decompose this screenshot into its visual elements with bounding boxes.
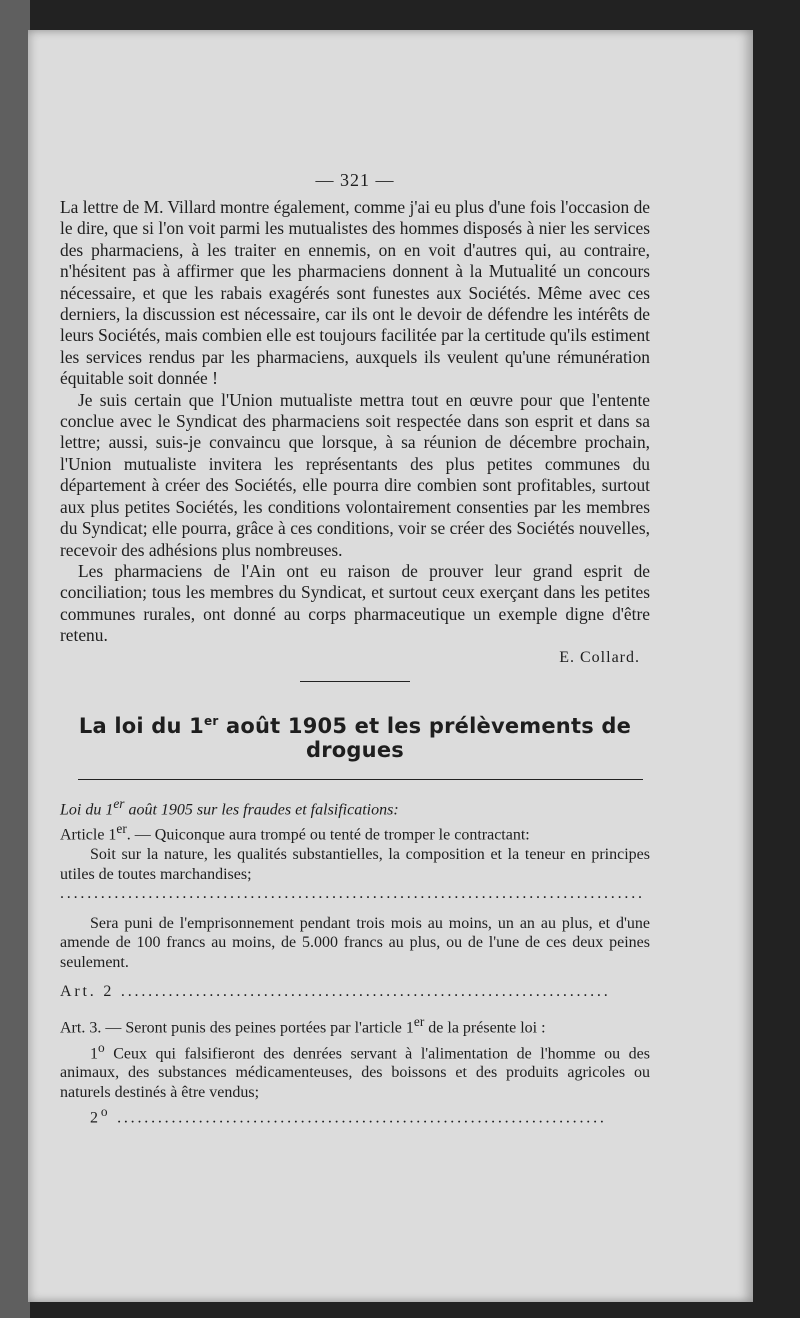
law-excerpt bbox=[60, 794, 650, 1129]
article-3-heading bbox=[60, 1012, 650, 1038]
law-intro-sup: er bbox=[113, 795, 125, 811]
article-3-item-1 bbox=[60, 1038, 650, 1103]
paragraph-2: Je suis certain que l'Union mutualiste mettra tout en œuvre pour que l'entente conclue avec le Syndicat des pharmaciens soit respectée dans son esprit et dans sa lettre; aussi, suis-je convaincu que lorsque, à sa réunion de décembre prochain, l'Union mutualiste invitera les représentants des plus petites communes du département à créer des Sociétés, elle pourra dire combien sont profitables, surtout aux plus petites Sociétés, les conditions volontairement consenties par les membres du Syndicat; elle pourra, grâce à ces conditions, voir se créer des Sociétés nouvelles, recevoir des adhésions plus nombreuses. bbox=[60, 389, 650, 560]
headline-part-2: août 1905 et les prélèvements de drogues bbox=[218, 713, 632, 762]
signature: E. Collard. bbox=[559, 648, 640, 666]
law-intro-a: Loi du 1 bbox=[60, 800, 114, 818]
article-3-b: de la présente loi : bbox=[424, 1019, 546, 1037]
article-3-sup: er bbox=[413, 1013, 425, 1029]
article-1-sup: er bbox=[116, 821, 127, 837]
paragraph-3: Les pharmaciens de l'Ain ont eu raison de prouver leur grand esprit de conciliation; tous les membres du Syndicat, et surtout ceux exerçant dans les petites communes rurales, ont donné au corps pharmaceutique un exemple digne d'être retenu. bbox=[60, 560, 650, 646]
document-page bbox=[28, 30, 753, 1302]
section-headline bbox=[60, 714, 650, 762]
page-content bbox=[60, 170, 650, 1128]
paragraph-1: La lettre de M. Villard montre également, comme j'ai eu plus d'une fois l'occasion de le dire, que si l'on voit parmi les mutualistes des hommes disposés à nier les services des pharmaciens, à les traiter en ennemis, on en voit d'autres qui, au contraire, n'hésitent pas à affirmer que les pharmaciens donnent à la Mutualité un concours nécessaire, et que les rabais exagérés sont funestes aux Sociétés. Même avec ces derniers, la discussion est nécessaire, car ils ont le devoir de défendre les intérêts de leurs Sociétés, mais combien elle est toujours facilitée par la certitude qu'ils estiment les services rendus par les pharmaciens, auxquels ils veulent qu'une rémunération équitable soit donnée ! bbox=[60, 197, 650, 389]
article-3-item-2 bbox=[60, 1102, 650, 1128]
article-2-line: Art. 2 ........................................................................ bbox=[60, 983, 611, 1001]
headline-part-1: La loi du 1 bbox=[78, 713, 204, 738]
law-intro bbox=[60, 794, 650, 820]
item-1-sup: o bbox=[98, 1039, 105, 1055]
item-2-number: 2 bbox=[90, 1109, 101, 1127]
article-1-heading bbox=[60, 819, 650, 845]
section-separator bbox=[300, 681, 410, 682]
ellipsis-line-1: ...................................................................................... bbox=[60, 885, 645, 903]
item-1-number: 1 bbox=[90, 1044, 98, 1062]
article-3-a: Art. 3. — Seront punis des peines portées par l'article 1 bbox=[60, 1019, 414, 1037]
headline-superscript: er bbox=[204, 713, 219, 728]
adjacent-page-edge bbox=[0, 0, 30, 1318]
article-1-text: Soit sur la nature, les qualités substantielles, la composition et la teneur en principes utiles de toutes marchandises; bbox=[60, 846, 650, 883]
item-1-text: Ceux qui falsifieront des denrées servant à l'alimentation de l'homme ou des animaux, des substances médicamenteuses, des boissons et des produits agricoles ou naturels destinés à être vendus; bbox=[60, 1044, 650, 1101]
page-number: — 321 — bbox=[315, 170, 395, 190]
article-1-a: Article 1 bbox=[60, 826, 117, 844]
headline-rule bbox=[78, 779, 643, 780]
item-2-sup: o bbox=[100, 1104, 111, 1120]
article-1-penalty: Sera puni de l'emprisonnement pendant trois mois au moins, un an au plus, et d'une amende de 100 francs au moins, de 5.000 francs au plus, ou de l'une de ces deux peines seulement. bbox=[60, 914, 650, 971]
law-intro-b: août 1905 sur les fraudes et falsifications: bbox=[124, 800, 399, 818]
item-2-dots: ........................................................................ bbox=[110, 1109, 607, 1127]
article-1-b: . — Quiconque aura trompé ou tenté de tromper le contractant: bbox=[126, 826, 530, 844]
